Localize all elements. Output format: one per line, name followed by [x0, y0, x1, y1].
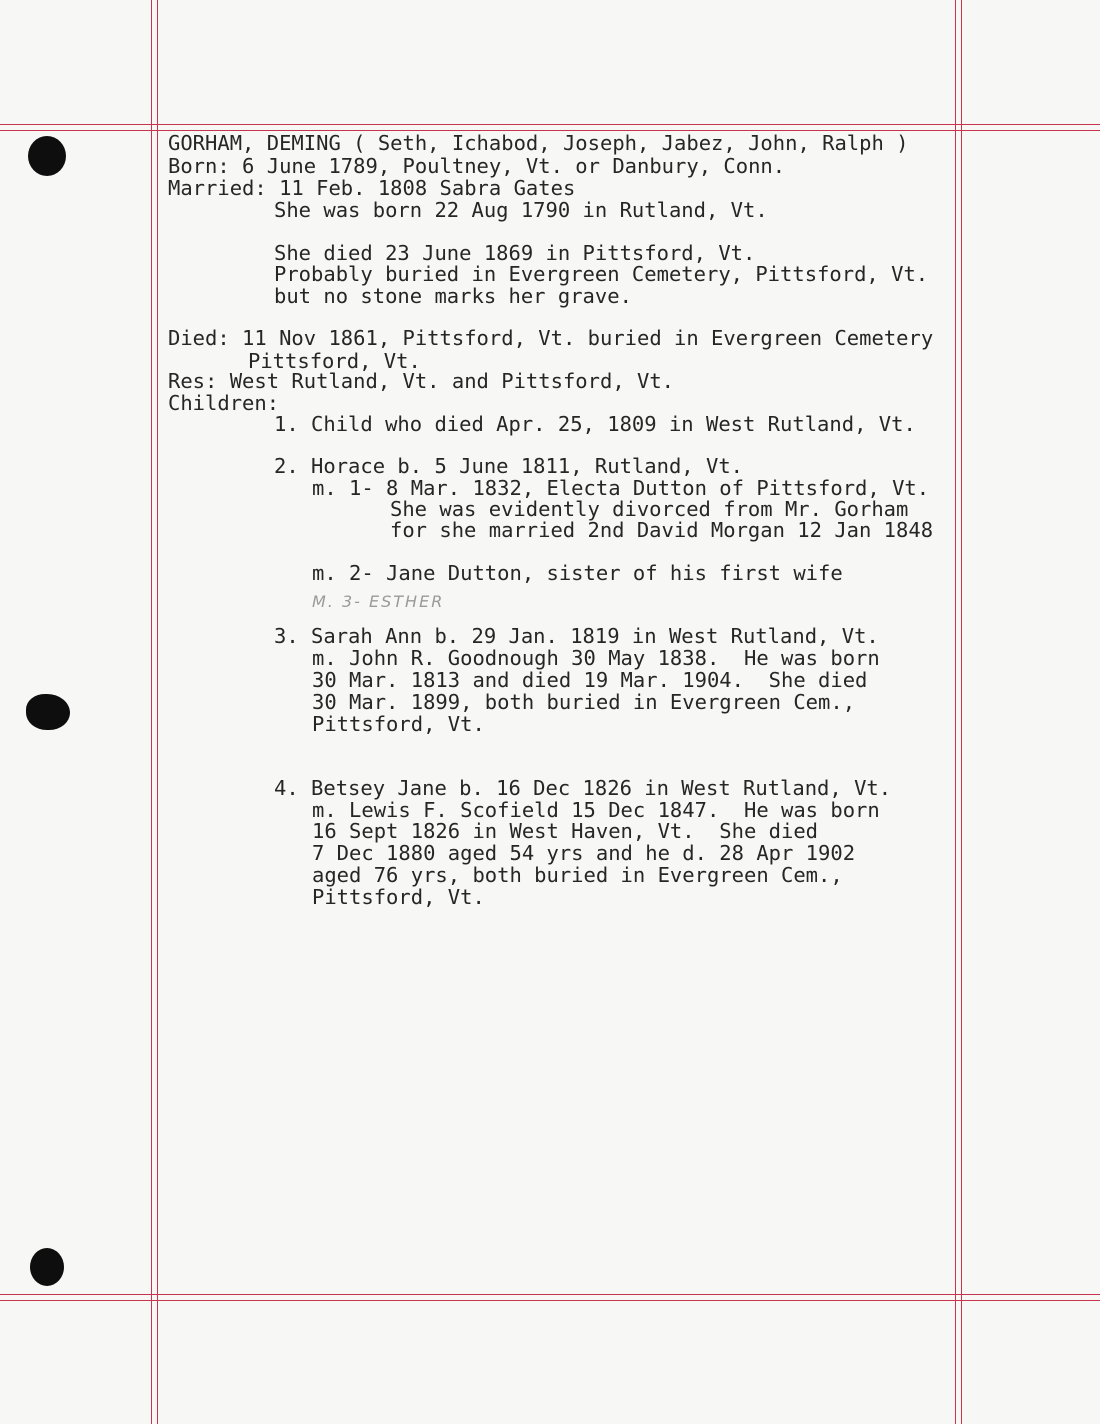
child-4-marriage: m. Lewis F. Scofield 15 Dec 1847. He was born [312, 798, 880, 822]
child-3-dates: 30 Mar. 1813 and died 19 Mar. 1904. She died [312, 668, 868, 692]
child-2-marriage-1: m. 1- 8 Mar. 1832, Electa Dutton of Pittsford, Vt. [312, 476, 930, 500]
right-margin-rule-inner [961, 0, 962, 1424]
spouse-born-line: She was born 22 Aug 1790 in Rutland, Vt. [274, 198, 768, 222]
left-margin-rule [151, 0, 152, 1424]
married-line: Married: 11 Feb. 1808 Sabra Gates [168, 176, 576, 200]
top-margin-rule [0, 124, 1100, 125]
spouse-died-line: She died 23 June 1869 in Pittsford, Vt. [274, 241, 756, 265]
child-4-burial: aged 76 yrs, both buried in Evergreen Cem., [312, 863, 843, 887]
residence-line: Res: West Rutland, Vt. and Pittsford, Vt. [168, 369, 675, 393]
died-line: Died: 11 Nov 1861, Pittsford, Vt. buried in Evergreen Cemetery [168, 326, 934, 350]
child-2-divorce-note-2: for she married 2nd David Morgan 12 Jan 1848 [390, 518, 934, 542]
child-2: 2. Horace b. 5 June 1811, Rutland, Vt. [274, 454, 743, 478]
child-3-place: Pittsford, Vt. [312, 712, 485, 736]
pencil-note: M. 3- ESTHER [312, 592, 445, 611]
children-heading: Children: [168, 391, 280, 415]
child-4-place: Pittsford, Vt. [312, 885, 485, 909]
died-place-line: Pittsford, Vt. [248, 349, 421, 373]
child-3-marriage: m. John R. Goodnough 30 May 1838. He was born [312, 646, 880, 670]
born-line: Born: 6 June 1789, Poultney, Vt. or Danbury, Conn. [168, 154, 786, 178]
right-margin-rule [955, 0, 956, 1424]
spouse-burial-line: Probably buried in Evergreen Cemetery, Pittsford, Vt. [274, 262, 929, 286]
binder-hole-middle [26, 694, 70, 730]
child-3-burial: 30 Mar. 1899, both buried in Evergreen Cem., [312, 690, 856, 714]
child-2-divorce-note: She was evidently divorced from Mr. Gorham [390, 497, 909, 521]
child-1: 1. Child who died Apr. 25, 1809 in West Rutland, Vt. [274, 412, 916, 436]
binder-hole-top [28, 136, 66, 176]
bottom-margin-rule-inner [0, 1300, 1100, 1301]
child-3: 3. Sarah Ann b. 29 Jan. 1819 in West Rutland, Vt. [274, 624, 879, 648]
binder-hole-bottom [30, 1248, 64, 1286]
bottom-margin-rule [0, 1294, 1100, 1295]
child-4-deaths: 7 Dec 1880 aged 54 yrs and he d. 28 Apr 1902 [312, 841, 856, 865]
child-4-spouse-born: 16 Sept 1826 in West Haven, Vt. She died [312, 819, 819, 843]
entry-heading: GORHAM, DEMING ( Seth, Ichabod, Joseph, Jabez, John, Ralph ) [168, 131, 909, 155]
left-margin-rule-inner [157, 0, 158, 1424]
child-4: 4. Betsey Jane b. 16 Dec 1826 in West Rutland, Vt. [274, 776, 892, 800]
child-2-marriage-2: m. 2- Jane Dutton, sister of his first wife [312, 561, 843, 585]
spouse-grave-line: but no stone marks her grave. [274, 284, 632, 308]
